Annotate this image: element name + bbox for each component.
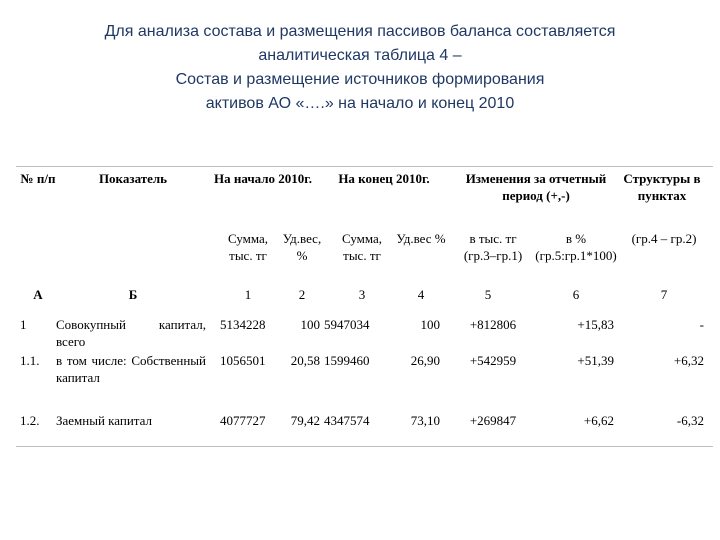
subheader-abs xyxy=(448,230,538,264)
row1-name: Совокупный капитал, всего xyxy=(56,317,206,349)
row3-num: 1.2. xyxy=(20,413,40,428)
row3-sum-end: 4347574 xyxy=(324,413,370,428)
subheader-abs-formula: (гр.3–гр.1) xyxy=(463,248,523,263)
row1-share-end: 100 xyxy=(420,317,440,332)
row2-sum-end: 1599460 xyxy=(324,353,370,368)
row3-abs: +269847 xyxy=(469,413,517,428)
header-indicator: Показатель xyxy=(98,171,168,186)
index-6: 6 xyxy=(572,287,580,302)
index-5: 5 xyxy=(484,287,492,302)
row1-num: 1 xyxy=(20,317,27,332)
row1-abs: +812806 xyxy=(469,317,517,332)
row2-name: в том числе: Собственный капитал xyxy=(56,353,206,385)
index-1: 1 xyxy=(244,287,252,302)
page-heading xyxy=(40,20,680,116)
row2-struct: +6,32 xyxy=(673,353,704,368)
row2-share-end: 26,90 xyxy=(410,353,440,368)
subheader-share-start: Уд.вес, % xyxy=(282,231,322,263)
row2-sum-start: 1056501 xyxy=(220,353,266,368)
row1-struct: - xyxy=(699,317,704,332)
row1-share-start: 100 xyxy=(300,317,320,332)
subheader-pct: в % (гр.5:гр.1*100) xyxy=(535,231,617,263)
table-top-rule xyxy=(16,166,713,167)
row2-share-start: 20,58 xyxy=(290,353,320,368)
index-b: Б xyxy=(128,287,138,302)
row1-sum-end: 5947034 xyxy=(324,317,370,332)
index-2: 2 xyxy=(298,287,306,302)
row3-name: Заемный капитал xyxy=(56,413,153,428)
row3-pct: +6,62 xyxy=(583,413,614,428)
subheader-struct: (гр.4 – гр.2) xyxy=(631,231,697,246)
row2-abs: +542959 xyxy=(469,353,517,368)
header-start: На начало 2010г. xyxy=(213,171,312,186)
row2-num: 1.1. xyxy=(20,353,40,368)
header-structure: Структуры в пунктах xyxy=(623,171,701,203)
row2-pct: +51,39 xyxy=(577,353,614,368)
row1-sum-start: 5134228 xyxy=(220,317,266,332)
row3-struct: -6,32 xyxy=(676,413,704,428)
heading-line-4: активов АО «….» на начало и конец 2010 xyxy=(205,95,515,112)
header-num: № п/п xyxy=(20,171,56,186)
header-end: На конец 2010г. xyxy=(338,171,430,186)
table-bottom-rule xyxy=(16,446,713,447)
index-3: 3 xyxy=(358,287,366,302)
heading-line-3: Состав и размещение источников формирования xyxy=(175,71,545,88)
subheader-abs-label: в тыс. тг xyxy=(469,231,517,246)
header-change: Изменения за отчетный период (+,-) xyxy=(465,171,607,203)
index-4: 4 xyxy=(417,287,425,302)
index-a: А xyxy=(33,287,43,302)
row3-share-start: 79,42 xyxy=(290,413,320,428)
index-7: 7 xyxy=(660,287,668,302)
heading-line-2: аналитическая таблица 4 – xyxy=(258,47,462,64)
subheader-sum-start: Сумма, тыс. тг xyxy=(227,231,269,263)
subheader-sum-end: Сумма, тыс. тг xyxy=(341,231,383,263)
row3-sum-start: 4077727 xyxy=(220,413,266,428)
subheader-share-end: Уд.вес % xyxy=(396,231,446,246)
heading-line-1: Для анализа состава и размещения пассивов баланса составляется xyxy=(104,23,616,40)
row1-pct: +15,83 xyxy=(577,317,614,332)
row3-share-end: 73,10 xyxy=(410,413,440,428)
